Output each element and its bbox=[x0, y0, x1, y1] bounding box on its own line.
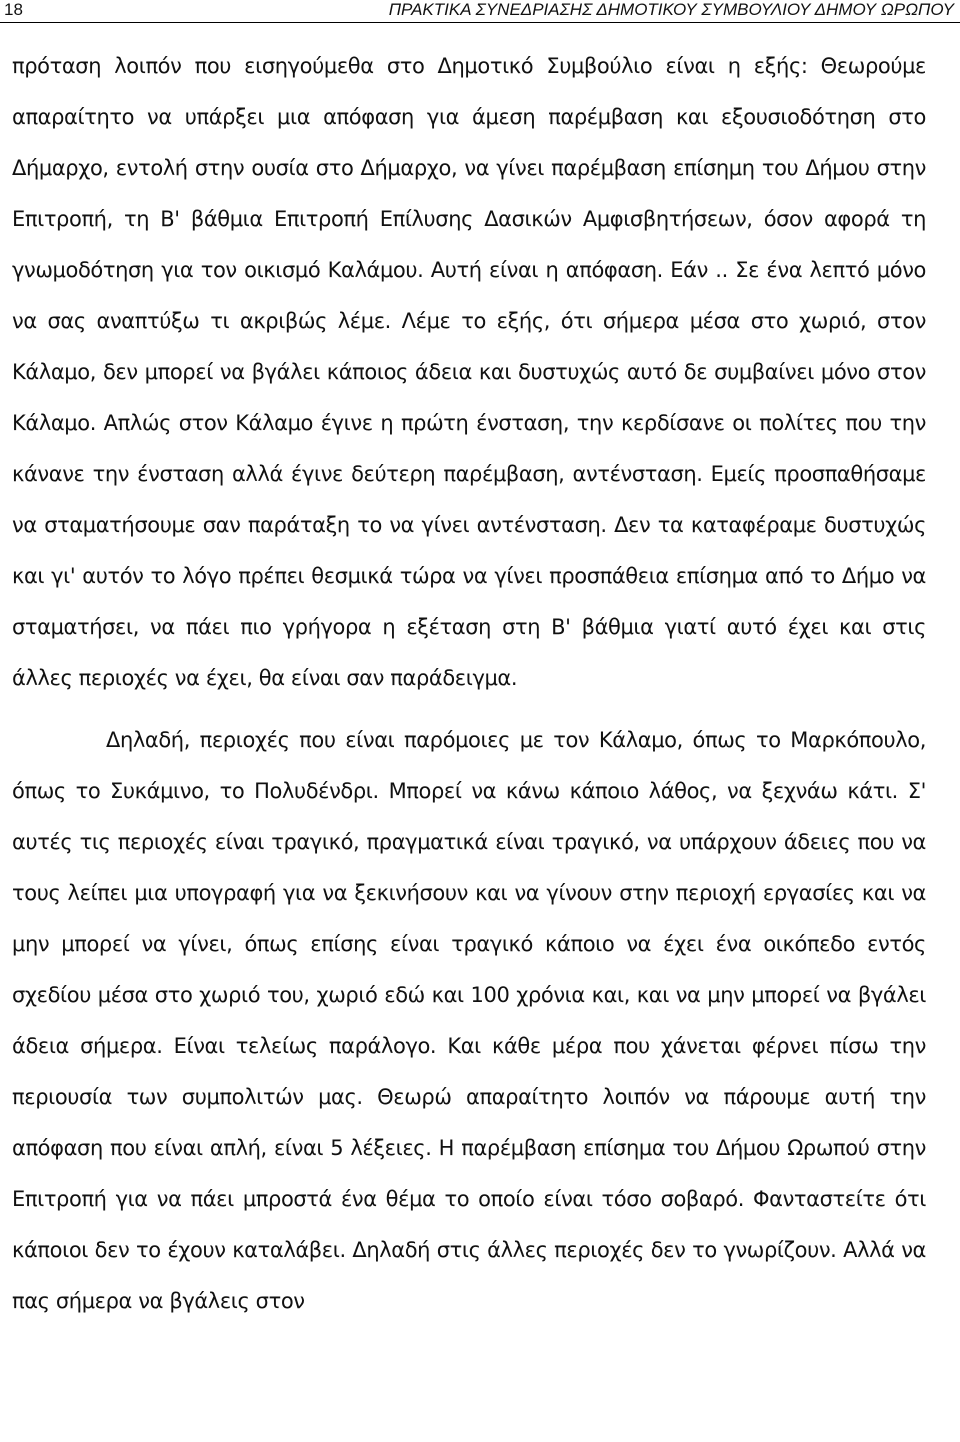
running-title: ΠΡΑΚΤΙΚΑ ΣΥΝΕΔΡΙΑΣΗΣ ΔΗΜΟΤΙΚΟΥ ΣΥΜΒΟΥΛΙΟΥ ΔΗΜΟΥ ΩΡΩΠΟΥ bbox=[388, 0, 954, 19]
header-rule bbox=[0, 22, 960, 23]
paragraph: Δηλαδή, περιοχές που είναι παρόμοιες με τον Κάλαμο, όπως το Μαρκόπουλο, όπως το Συκάμινο, το Πολυδένδρι. Μπορεί να κάνω κάποιο λάθος, να ξεχνάω κάτι. Σ' αυτές τις περιοχές είναι τραγικό, πραγματικά είναι τραγικό, να υπάρχουν άδειες που να τους λείπει μια υπογραφή για να ξεκινήσουν και να γίνουν στην περιοχή εργασίες και να μην μπορεί να γίνει, όπως επίσης είναι τραγικό κάποιο να έχει ένα οικόπεδο εντός σχεδίου μέσα στο χωριό του, χωριό εδώ και 100 χρόνια και, και να μην μπορεί να βγάλει άδεια σήμερα. Είναι τελείως παράλογο. Και κάθε μέρα που χάνεται φέρνει πίσω την περιουσία των συμπολιτών μας. Θεωρώ απαραίτητο λοιπόν να πάρουμε αυτή την απόφαση που είναι απλή, είναι 5 λέξειες. Η παρέμβαση επίσημα του Δήμου Ωρωπού στην Επιτροπή για να πάει μπροστά ένα θέμα το οποίο είναι τόσο σοβαρό. Φανταστείτε ότι κάποιοι δεν το έχουν καταλάβει. Δηλαδή στις άλλες περιοχές δεν το γνωρίζουν. Αλλά να πας σήμερα να βγάλεις στον bbox=[12, 728, 926, 1313]
page-header bbox=[0, 0, 960, 24]
body-text bbox=[12, 41, 926, 1327]
page-number: 18 bbox=[4, 0, 23, 19]
paragraph: πρόταση λοιπόν που εισηγούμεθα στο Δημοτικό Συμβούλιο είναι η εξής: Θεωρούμε απαραίτητο να υπάρξει μια απόφαση για άμεση παρέμβαση και εξουσιοδότηση στο Δήμαρχο, εντολή στην ουσία στο Δήμαρχο, να γίνει παρέμβαση επίσημη του Δήμου στην Επιτροπή, τη Β' βάθμια Επιτροπή Επίλυσης Δασικών Αμφισβητήσεων, όσον αφορά τη γνωμοδότηση για τον οικισμό Καλάμου. Αυτή είναι η απόφαση. Εάν .. Σε ένα λεπτό μόνο να σας αναπτύξω τι ακριβώς λέμε. Λέμε το εξής, ότι σήμερα μέσα στο χωριό, στον Κάλαμο, δεν μπορεί να βγάλει κάποιος άδεια και δυστυχώς αυτό δε συμβαίνει μόνο στον Κάλαμο. Απλώς στον Κάλαμο έγινε η πρώτη ένσταση, την κερδίσανε οι πολίτες που την κάνανε την ένσταση αλλά έγινε δεύτερη παρέμβαση, αντένσταση. Εμείς προσπαθήσαμε να σταματήσουμε σαν παράταξη το να γίνει αντένσταση. Δεν τα καταφέραμε δυστυχώς και γι' αυτόν το λόγο πρέπει θεσμικά τώρα να γίνει προσπάθεια επίσημα από το Δήμο να σταματήσει, να πάει πιο γρήγορα η εξέταση στη Β' βάθμια γιατί αυτό έχει και στις άλλες περιοχές να έχει, θα είναι σαν παράδειγμα. bbox=[12, 54, 926, 690]
